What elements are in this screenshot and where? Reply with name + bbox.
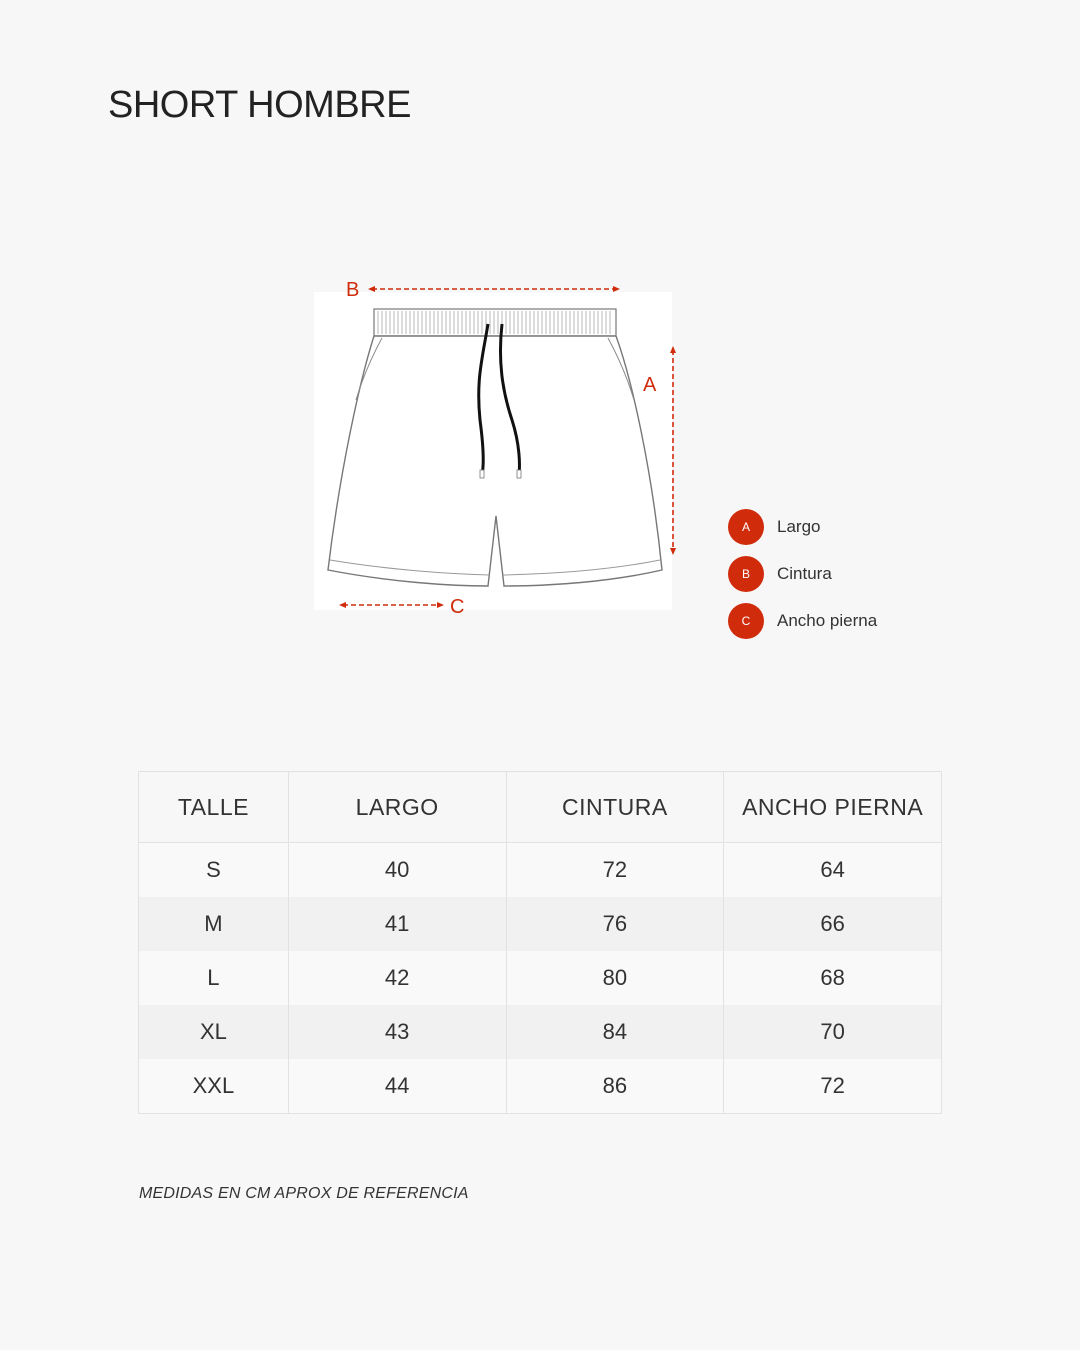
cell-largo: 40 (288, 843, 506, 898)
cell-cintura: 80 (506, 951, 724, 1005)
label-a: A (643, 374, 657, 396)
cell-talle: M (139, 897, 289, 951)
cell-cintura: 72 (506, 843, 724, 898)
header-ancho-pierna: ANCHO PIERNA (724, 772, 942, 843)
cell-cintura: 84 (506, 1005, 724, 1059)
header-talle: TALLE (139, 772, 289, 843)
legend-badge-a: A (728, 509, 764, 545)
table-row (139, 951, 942, 1005)
header-largo: LARGO (288, 772, 506, 843)
cell-talle: L (139, 951, 289, 1005)
cell-largo: 41 (288, 897, 506, 951)
cell-largo: 43 (288, 1005, 506, 1059)
legend-item-largo (728, 509, 877, 545)
legend-badge-c: C (728, 603, 764, 639)
header-cintura: CINTURA (506, 772, 724, 843)
table-row (139, 1005, 942, 1059)
legend-item-cintura (728, 556, 877, 592)
cell-ancho-pierna: 66 (724, 897, 942, 951)
legend-label-ancho-pierna: Ancho pierna (777, 611, 878, 630)
legend-label-cintura: Cintura (777, 564, 832, 583)
cell-ancho-pierna: 72 (724, 1059, 942, 1114)
label-b: B (346, 279, 360, 301)
table-row (139, 843, 942, 898)
label-c: C (450, 596, 465, 618)
cell-talle: XXL (139, 1059, 289, 1114)
page-title: SHORT HOMBRE (108, 84, 411, 126)
legend-label-largo: Largo (777, 517, 821, 536)
cell-ancho-pierna: 68 (724, 951, 942, 1005)
cell-ancho-pierna: 64 (724, 843, 942, 898)
size-table (138, 771, 942, 1114)
cell-ancho-pierna: 70 (724, 1005, 942, 1059)
cell-largo: 42 (288, 951, 506, 1005)
legend-item-ancho-pierna (728, 603, 877, 639)
cell-largo: 44 (288, 1059, 506, 1114)
cell-talle: S (139, 843, 289, 898)
legend-badge-b: B (728, 556, 764, 592)
table-row (139, 897, 942, 951)
measurement-note: MEDIDAS EN CM APROX DE REFERENCIA (139, 1185, 469, 1202)
table-header-row (139, 772, 942, 843)
cell-talle: XL (139, 1005, 289, 1059)
cell-cintura: 86 (506, 1059, 724, 1114)
measurement-legend (728, 509, 877, 650)
table-row (139, 1059, 942, 1114)
shorts-diagram (300, 270, 700, 630)
cell-cintura: 76 (506, 897, 724, 951)
